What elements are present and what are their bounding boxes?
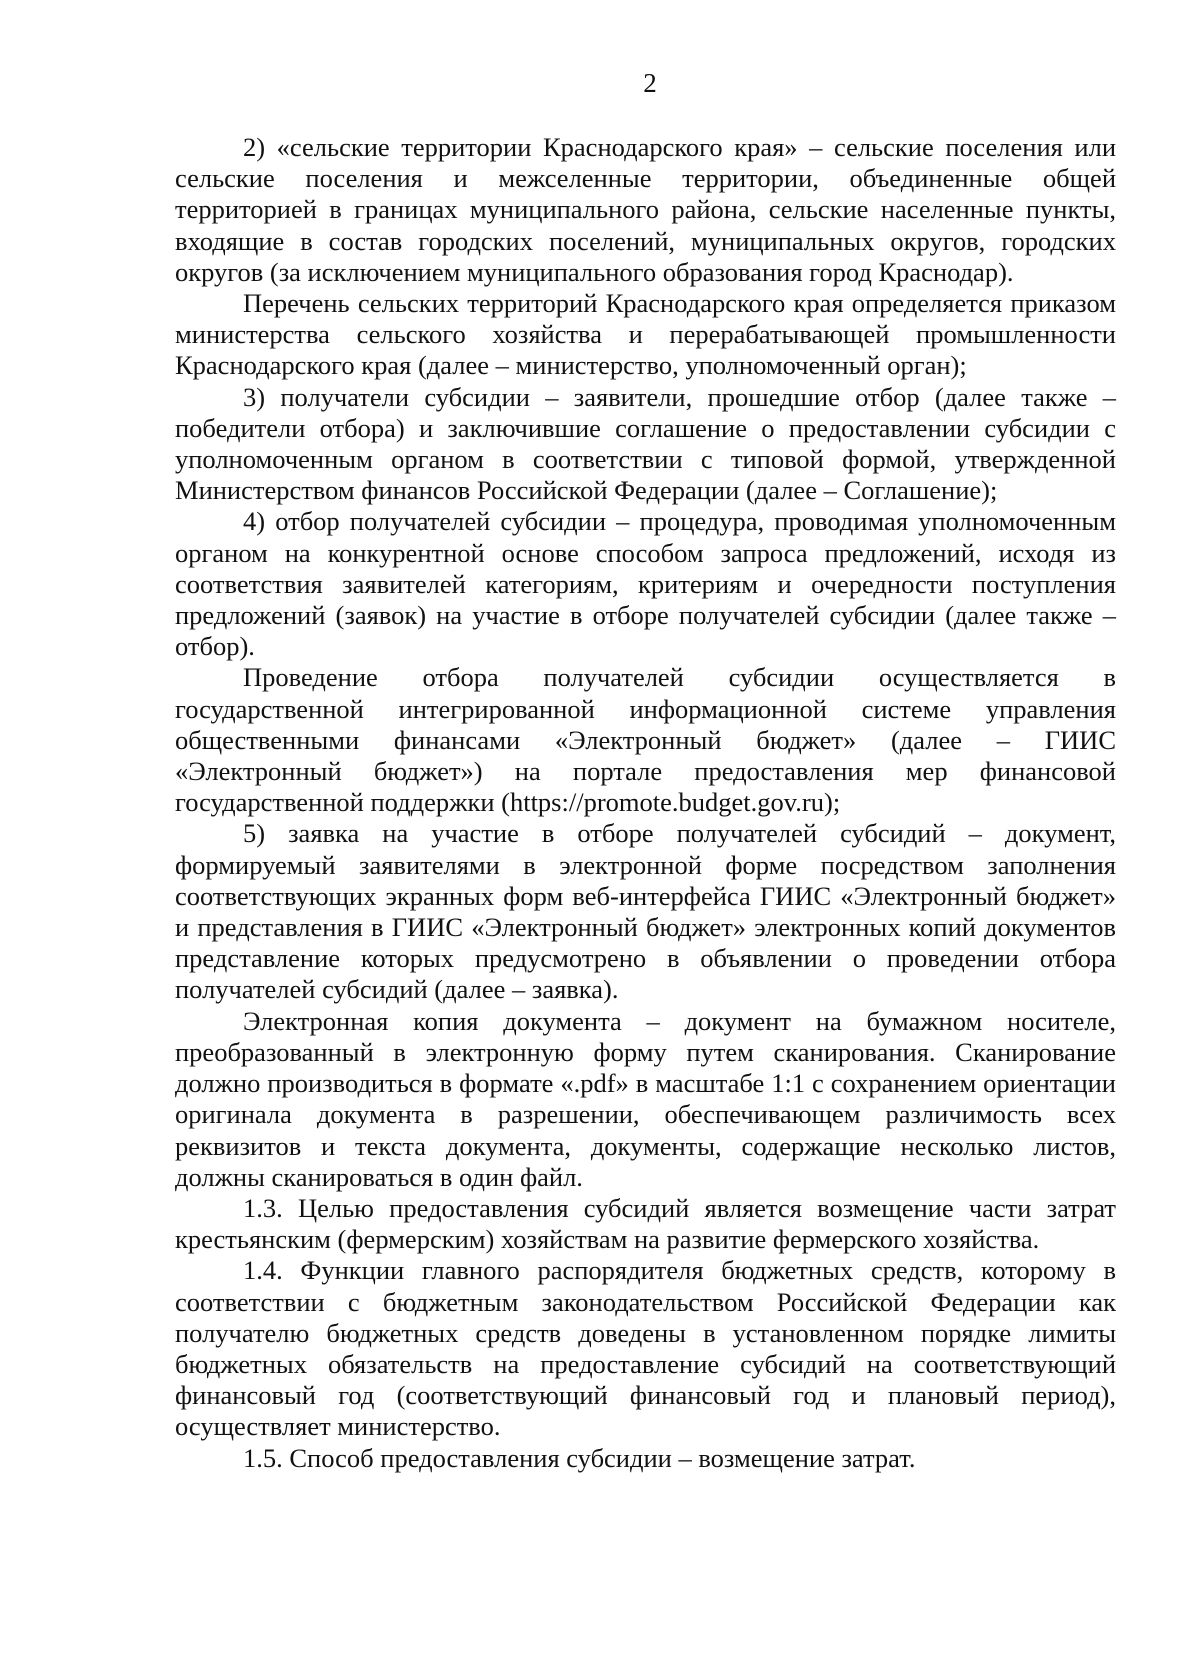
paragraph-section-1-5: 1.5. Способ предоставления субсидии – возмещение затрат. <box>243 1442 916 1473</box>
paragraph-section-1-4: 1.4. Функции главного распорядителя бюджетных средств, которому в соответствии с бюджетным законодательством Российской Федерации как получателю бюджетных средств доведены в установленном порядке лимиты бюджетных обязательств на предоставление субсидий на соответствующий финансовый год (соответствующий финансовый год и плановый период), осуществляет министерство. <box>175 1255 1116 1442</box>
document-body <box>175 132 1116 1474</box>
paragraph-list-of-rural-territories: Перечень сельских территорий Краснодарского края определяется приказом министерства сельского хозяйства и перерабатывающей промышленности Краснодарского края (далее – министерство, уполномоченный орган); <box>175 288 1116 381</box>
paragraph-item-4-recipient-selection: 4) отбор получателей субсидии – процедура, проводимая уполномоченным органом на конкурентной основе способом запроса предложений, исходя из соответствия заявителей категориям, критериям и очередности поступления предложений (заявок) на участие в отборе получателей субсидии (далее также – отбор). <box>175 506 1116 662</box>
paragraph-item-3-subsidy-recipients: 3) получатели субсидии – заявители, прошедшие отбор (далее также – победители отбора) и заключившие соглашение о предоставлении субсидии с уполномоченным органом в соответствии с типовой формой, утвержденной Министерством финансов Российской Федерации (далее – Соглашение); <box>175 381 1116 506</box>
paragraph-selection-procedure: Проведение отбора получателей субсидии осуществляется в государственной интегрированной информационной системе управления общественными финансами «Электронный бюджет» (далее – ГИИС «Электронный бюджет») на портале предоставления мер финансовой государственной поддержки (https://promote.budget.gov.ru); <box>175 662 1116 818</box>
paragraph-section-1-3: 1.3. Целью предоставления субсидий является возмещение части затрат крестьянским (фермерским) хозяйствам на развитие фермерского хозяйства. <box>175 1192 1116 1255</box>
paragraph-item-2-rural-territories: 2) «сельские территории Краснодарского края» – сельские поселения или сельские поселения и межселенные территории, объединенные общей территорией в границах муниципального района, сельские населенные пункты, входящие в состав городских поселений, муниципальных округов, городских округов (за исключением муниципального образования город Краснодар). <box>175 132 1116 287</box>
paragraph-electronic-copy: Электронная копия документа – документ на бумажном носителе, преобразованный в электронную форму путем сканирования. Сканирование должно производиться в формате «.pdf» в масштабе 1:1 с сохранением ориентации оригинала документа в разрешении, обеспечивающем различимость всех реквизитов и текста документа, документы, содержащие несколько листов, должны сканироваться в один файл. <box>175 1005 1116 1192</box>
paragraph-item-5-application: 5) заявка на участие в отборе получателей субсидий – документ, формируемый заявителями в электронной форме посредством заполнения соответствующих экранных форм веб-интерфейса ГИИС «Электронный бюджет» и представления в ГИИС «Электронный бюджет» электронных копий документов представление которых предусмотрено в объявлении о проведении отбора получателей субсидий (далее – заявка). <box>175 818 1116 1005</box>
page-number: 2 <box>643 68 657 98</box>
